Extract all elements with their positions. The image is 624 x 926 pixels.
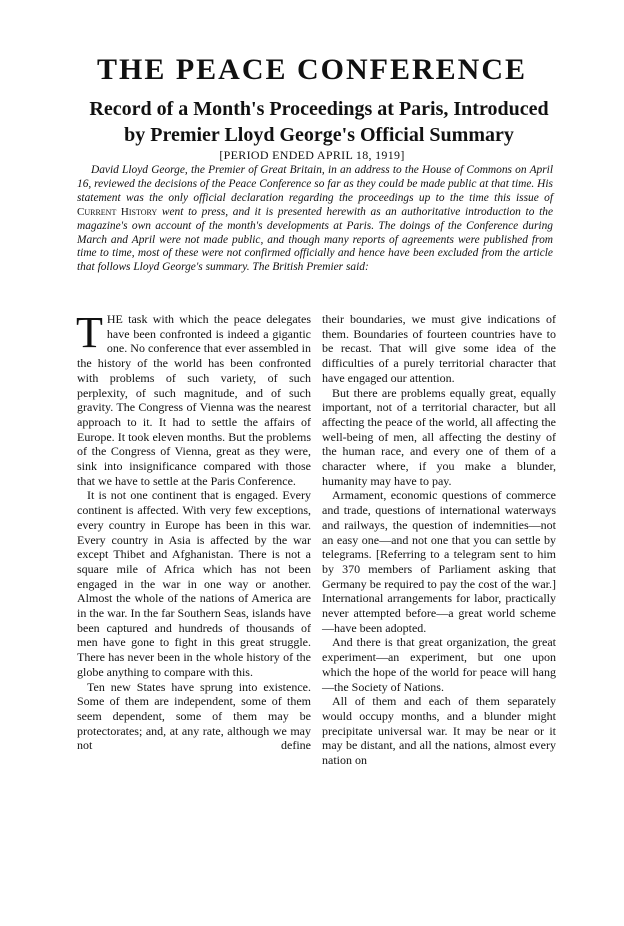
period-dateline: [PERIOD ENDED APRIL 18, 1919]	[219, 148, 405, 162]
paragraph-text: Ten new States have sprung into existence. Some of them are independent, some of them seem dependent, some of them may be protectorates; and, at any rate, although we may not define	[77, 679, 311, 753]
body-paragraph-1	[76, 308, 311, 488]
body-paragraph-6: And there is that great organization, the great experiment—an experiment, but one upon which the hope of the world for peace will hang—the Society of Nations.	[322, 635, 556, 694]
editorial-introduction	[77, 164, 553, 275]
paragraph-text: HE task with which the peace delegates have been confronted is indeed a gigantic one. No conference that ever assembled in the history of the world has been confronted with problems of such variety, of such perplexity, of such magnitude, and of such gravity. The Congress of Vienna was the nearest approach to it. It had to settle the affairs of Europe. It took eleven months. But the problems of the Congress of Vienna, great as they were, sink into insignificance compared with those that we have to settle at the Paris Conference.	[77, 312, 311, 488]
paragraph-text: their boundaries, we must give indications of them. Boundaries of fourteen countries have to be recast. That will give some idea of the difficulties of a purely territorial character that have engaged our attention.	[322, 312, 556, 385]
intro-text-start: David Lloyd George, the Premier of Great Britain, in an address to the House of Commons on April 16, reviewed the decisions of the Peace Conference so far as they could be made public at that time. His statement was the only official declaration regarding the proceedings up to the time this issue of	[77, 164, 553, 204]
drop-cap: T	[76, 308, 103, 357]
text-column-left	[76, 308, 311, 753]
body-paragraph-3	[77, 680, 311, 754]
text-column-right	[322, 312, 556, 768]
body-paragraph-2: It is not one continent that is engaged. Every continent is affected. With very few exceptions, every country in Europe has been in this war. Every country in Asia is affected by the war except Thibet and Afghanistan. There is not a square mile of Africa which has not been engaged in the war in one way or another. Almost the whole of the nations of America are in the war. In the far Southern Seas, islands have been captured and hundreds of thousands of men have gone to fight in this great struggle. There has never been in the whole history of the globe anything to compare with this.	[77, 488, 311, 679]
article-title: THE PEACE CONFERENCE	[96, 53, 528, 86]
article-subtitle: Record of a Month's Proceedings at Paris, Introduced by Premier Lloyd George's Official Summary	[89, 98, 549, 146]
body-paragraph-3-continued	[322, 312, 556, 386]
magazine-name: Current History	[77, 205, 158, 218]
body-paragraph-4: But there are problems equally great, equally important, not of a territorial character, but all affecting the peace of the world, all affecting the well-being of men, all affecting the destiny of the human race, and every one of them of a character where, if you make a blunder, humanity may have to pay.	[322, 385, 556, 488]
body-paragraph-7: All of them and each of them separately would occupy months, and a blunder might precipitate universal war. It may be near or it may be distant, and all the nations, almost every nation on	[322, 694, 556, 768]
intro-text-end: went to press, and it is presented herewith as an authoritative introduction to the magazine's own account of the month's developments at Paris. The doings of the Conference during March and April were not made public, and though many reports of agreements were published from time to time, most of these were not confirmed officially and hence have been excluded from the article that follows Lloyd George's summary. The British Premier said:	[77, 205, 554, 274]
body-paragraph-5: Armament, economic questions of commerce and trade, questions of international waterways and railways, the question of indemnities—not an easy one—and not one that you can settle by telegrams. [Referring to a telegram sent to him by 370 members of Parliament asking that Germany be required to pay the cost of the war.] International arrangements for labor, practically never attempted before—a great world scheme—have been adopted.	[322, 488, 556, 635]
